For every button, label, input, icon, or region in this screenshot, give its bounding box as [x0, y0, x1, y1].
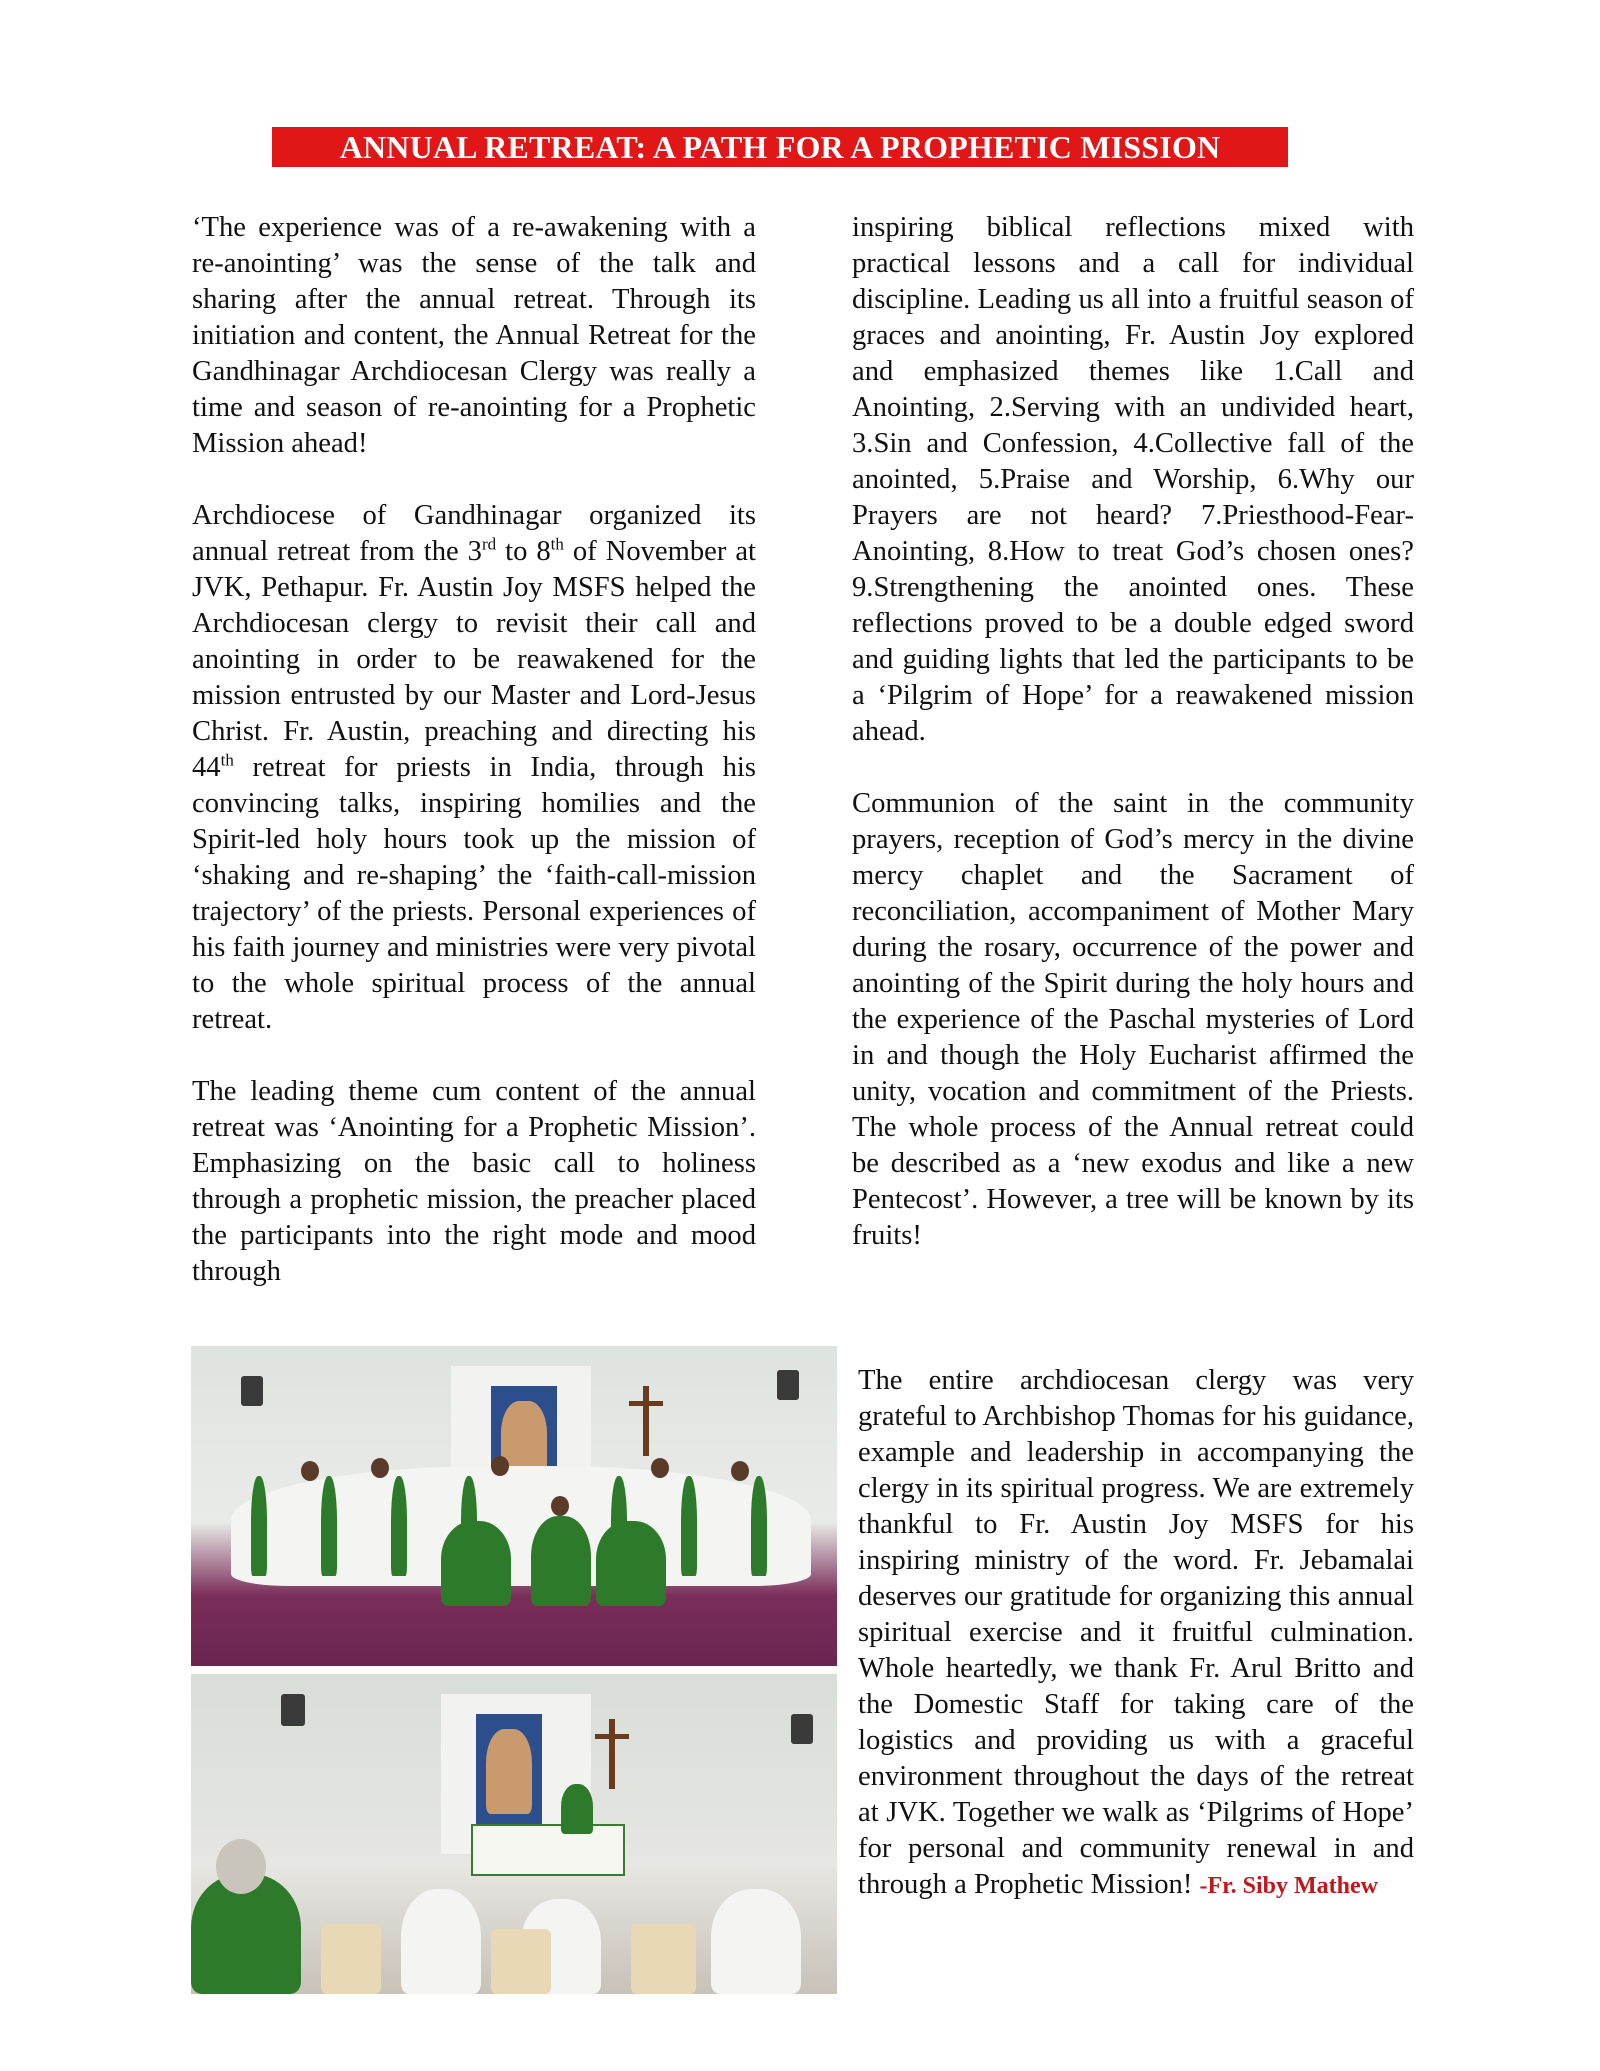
group-photo	[191, 1346, 837, 1666]
paragraph: The entire archdiocesan clergy was very grateful to Archbishop Thomas for his guidance, example and leadership in accompanying the clergy in its spiritual progress. We are extremely thankful to Fr. Austin Joy MSFS for his inspiring ministry of the word. Fr. Jebamalai deserves our gratitude for organizing this annual spiritual exercise and it fruitful culmination. Whole heartedly, we thank Fr. Arul Britto and the Domestic Staff for taking care of the logistics and providing us with a graceful environment throughout the days of the retreat at JVK. Together we walk as ‘Pilgrims of Hope’ for personal and community renewal in and through a Prophetic Mission! -Fr. Siby Mathew	[858, 1365, 1414, 1900]
article-title: ANNUAL RETREAT: A PATH FOR A PROPHETIC MISSION	[272, 127, 1288, 167]
closing-paragraph	[858, 1363, 1414, 1904]
paragraph: Archdiocese of Gandhinagar organized its annual retreat from the 3rd to 8th of November at JVK, Pethapur. Fr. Austin Joy MSFS helped the Archdiocesan clergy to revisit their call and anointing in order to be reawakened for the mission entrusted by our Master and Lord-Jesus Christ. Fr. Austin, preaching and directing his 44th retreat for priests in India, through his convincing talks, inspiring homilies and the Spirit-led holy hours took up the mission of ‘shaking and re-shaping’ the ‘faith-call-mission trajectory’ of the priests. Personal experiences of his faith journey and ministries were very pivotal to the whole spiritual process of the annual retreat.	[192, 500, 756, 1035]
chapel-photo	[191, 1674, 837, 1994]
paragraph: ‘The experience was of a re-awakening with a re-anointing’ was the sense of the talk and sharing after the annual retreat. Through its initiation and content, the Annual Retreat for the Gandhinagar Archdiocesan Clergy was really a time and season of re-anointing for a Prophetic Mission ahead!	[192, 212, 756, 459]
paragraph: The leading theme cum content of the annual retreat was ‘Anointing for a Prophetic Mission’. Emphasizing on the basic call to holiness through a prophetic mission, the preacher placed the participants into the right mode and mood through	[192, 1076, 756, 1287]
paragraph: Communion of the saint in the community prayers, reception of God’s mercy in the divine mercy chaplet and the Sacrament of reconciliation, accompaniment of Mother Mary during the rosary, occurrence of the power and anointing of the Spirit during the holy hours and the experience of the Paschal mysteries of Lord in and though the Holy Eucharist affirmed the unity, vocation and commitment of the Priests. The whole process of the Annual retreat could be described as a ‘new exodus and like a new Pentecost’. However, a tree will be known by its fruits!	[852, 788, 1414, 1251]
right-column	[852, 210, 1414, 1254]
author-signature: -Fr. Siby Mathew	[1199, 1873, 1378, 1899]
paragraph: inspiring biblical reflections mixed with practical lessons and a call for individual discipline. Leading us all into a fruitful season of graces and anointing, Fr. Austin Joy explored and emphasized themes like 1.Call and Anointing, 2.Serving with an undivided heart, 3.Sin and Confession, 4.Collective fall of the anointed, 5.Praise and Worship, 6.Why our Prayers are not heard? 7.Priesthood-Fear-Anointing, 8.How to treat God’s chosen ones? 9.Strengthening the anointed ones. These reflections proved to be a double edged sword and guiding lights that led the participants to be a ‘Pilgrim of Hope’ for a reawakened mission ahead.	[852, 212, 1414, 747]
left-column	[192, 210, 756, 1290]
